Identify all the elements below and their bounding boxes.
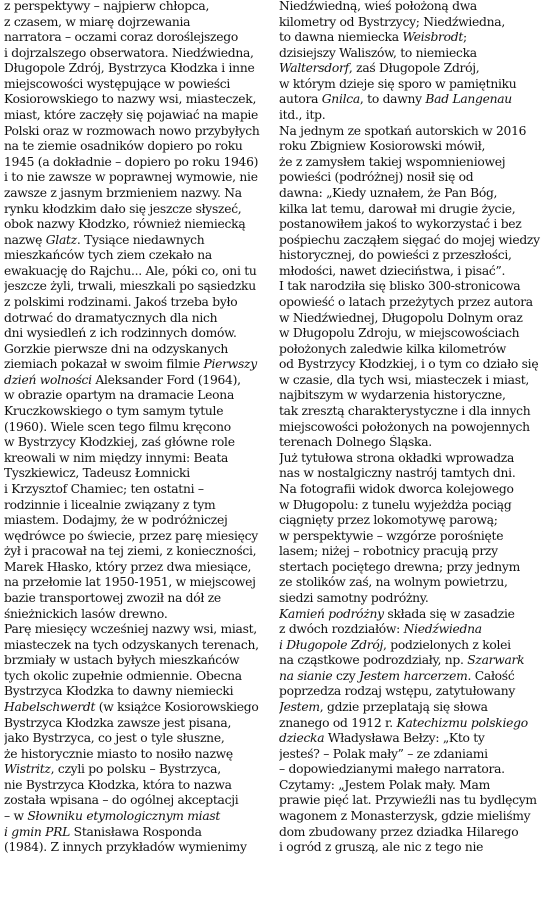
text-segment: zawsze z jasnym brzmieniem nazwy. Na [4,185,242,200]
left-column-line [4,622,266,638]
left-column-line [4,747,266,763]
right-column-line [279,607,541,623]
text-segment: tych okolic zupełnie odmiennie. Obecna [4,668,242,683]
text-segment: I tak narodziła się blisko 300-stronicowa [279,279,521,294]
left-column-line [4,388,266,404]
text-segment: Władysława Bełzy: „Kto ty [324,731,485,746]
left-column-line [4,669,266,685]
text-segment: kilometry od Bystrzycy; Niedźwiedna, [279,14,505,29]
left-column-line [4,560,266,576]
right-column-line [279,404,541,420]
right-column-line [279,716,541,732]
text-segment: poprzedza rodzaj wstępu, zatytułowany [279,684,516,699]
text-segment: mieszkańców tych ziem czekało na [4,248,212,263]
text-segment: , podzielonych z kolei [383,637,511,652]
right-column-line [279,30,541,46]
left-column-line [4,404,266,420]
left-column-line [4,809,266,825]
text-segment: roku Zbigniew Kosiorowski mówił, [279,139,486,154]
italic-text: i Długopole Zdrój [279,637,384,652]
left-column-line [4,170,266,186]
text-segment: jeszcze żyli, trwali, mieszkali po sąsiedzku [4,279,256,294]
left-column-line [4,498,266,514]
text-segment: miastem. Dodajmy, że w podróżniczej [4,513,228,528]
text-segment: kilka lat temu, darował mi drugie życie, [279,201,516,216]
right-column-line [279,731,541,747]
left-column-line [4,544,266,560]
text-segment: ewakuację do Rajchu... Ale, póki co, oni tu [4,263,257,278]
right-column-line [279,92,541,108]
text-segment: , czyli po polsku – Bystrzyca, [50,762,221,777]
text-segment: dawna: „Kiedy uznałem, że Pan Bóg, [279,185,498,200]
left-column-line [4,311,266,327]
right-column-line [279,373,541,389]
right-column-line [279,264,541,280]
text-segment: położonych zaledwie kilka kilometrów [279,341,507,356]
text-segment: Długopole Zdrój, Bystrzyca Kłodzka i inne [4,61,255,76]
left-column-line [4,92,266,108]
text-segment: z czasem, w miarę dojrzewania [4,14,191,29]
right-column-line [279,248,541,264]
italic-text: Niedźwiedna [403,622,482,637]
text-segment: postanowiłem jakoś to wykorzystać i bez [279,217,522,232]
left-column-line [4,30,266,46]
right-column-line [279,186,541,202]
text-segment: itd., itp. [279,108,326,123]
text-segment: ziemiach pokazał w swoim filmie [4,357,204,372]
right-column-line [279,170,541,186]
left-column-line [4,762,266,778]
text-segment: znanego od 1912 r. [279,715,397,730]
right-column-line [279,311,541,327]
left-column-line [4,466,266,482]
text-segment: 1945 (a dokładnie – dopiero po roku 1946) [4,154,259,169]
text-segment: w Długopolu Zdroju, w miejscowościach [279,326,520,341]
left-column-line [4,840,266,856]
text-segment: stertach pociętego drewna; przy jednym [279,559,520,574]
left-column-line [4,529,266,545]
text-segment: w Niedźwiednej, Długopolu Dolnym oraz [279,310,523,325]
text-segment: (w książce Kosiorowskiego [95,700,259,715]
left-column-line [4,46,266,62]
right-column-line [279,279,541,295]
text-segment: autora [279,92,322,107]
text-segment: Bystrzyca Kłodzka zawsze jest pisana, [4,715,232,730]
left-column-line [4,155,266,171]
italic-text: Katechizmu polskiego [396,715,528,730]
text-segment: obok nazwy Kłodzko, również niemiecką [4,217,246,232]
right-column-line [279,684,541,700]
text-segment: z perspektywy – najpierw chłopca, [4,0,210,13]
text-segment: (1984). Z innych przykładów wymienimy [4,840,247,855]
right-column-line [279,560,541,576]
text-segment: jako Bystrzyca, co jest o tyle słuszne, [4,731,225,746]
left-column-line [4,684,266,700]
left-column-line [4,217,266,233]
left-column-line [4,15,266,31]
text-segment: . Całość [467,668,515,683]
text-segment: , gdzie przeplatają się słowa [319,700,488,715]
right-column-line [279,840,541,856]
left-column-line [4,77,266,93]
right-column-line [279,638,541,654]
left-column-line [4,248,266,264]
text-segment: z polskimi rodzinami. Jakoś trzeba było [4,294,238,309]
right-column-line [279,124,541,140]
right-column-line [279,762,541,778]
left-column-line [4,482,266,498]
right-column-line [279,326,541,342]
text-segment: Tyszkiewicz, Tadeusz Łomnicki [4,466,190,481]
right-column-line [279,77,541,93]
text-segment: prawie pięć lat. Przywieźli nas tu bydlęcym [279,793,537,808]
text-segment: Na jednym ze spotkań autorskich w 2016 [279,123,527,138]
left-column-line [4,108,266,124]
text-segment: że z zamysłem takiej wspomnieniowej [279,154,506,169]
text-segment: Stanisława Rosponda [70,824,202,839]
text-segment: miasteczek na tych odzyskanych terenach, [4,637,259,652]
right-column-line [279,653,541,669]
text-segment: Parę miesięcy wcześniej nazwy wsi, miast, [4,622,257,637]
text-segment: na przełomie lat 1950-1951, w miejscowej [4,575,256,590]
text-segment: Na fotografii widok dworca kolejowego [279,481,514,496]
left-column-line [4,342,266,358]
right-column-line [279,466,541,482]
text-segment: , to dawny [359,92,426,107]
left-column-line [4,124,266,140]
right-column-line [279,809,541,825]
right-column-line [279,46,541,62]
text-segment: w Bystrzycy Kłodzkiej, zaś główne role [4,435,235,450]
left-column-line [4,513,266,529]
text-segment: śnieżnickich lasów drewno. [4,606,168,621]
text-segment: rynku kłodzkim dało się jeszcze słyszeć, [4,201,242,216]
text-segment: w perspektywie – wzgórze porośnięte [279,528,504,543]
right-column-line [279,202,541,218]
left-column-line [4,638,266,654]
italic-text: Pierwszy [203,357,257,372]
left-column-line [4,575,266,591]
right-column-line [279,233,541,249]
text-segment: na cząstkowe podrozdziały, np. [279,653,468,668]
left-column-line [4,451,266,467]
italic-text: Waltersdorf [279,61,349,76]
left-column-line [4,420,266,436]
italic-text: Weisbrodt [402,30,464,45]
italic-text: dziecka [279,731,325,746]
text-segment: Kosiorowskiego to nazwy wsi, miasteczek, [4,92,257,107]
text-segment: żył i pracował na tej ziemi, z konieczności, [4,544,257,559]
text-segment: czy [332,668,360,683]
text-segment: kreowali w nim między innymi: Beata [4,450,229,465]
right-column-line [279,825,541,841]
text-segment: dom zbudowany przez dziadka Hilarego [279,824,519,839]
right-column-line [279,15,541,31]
text-segment: lasem; niżej – robotnicy pracują przy [279,544,498,559]
italic-text: Wistritz [4,762,51,777]
right-column-line [279,591,541,607]
text-segment: siedzi samotny podróżny. [279,590,429,605]
right-column-line [279,0,541,15]
text-segment: z dwóch rozdziałów: [279,622,404,637]
right-column-line [279,793,541,809]
italic-text: Słowniku etymologicznym miast [27,809,221,824]
text-segment: miejscowości położonych na powojennych [279,419,530,434]
left-column-line [4,61,266,77]
text-segment: . Tysiące niedawnych [76,232,205,247]
text-segment: w którym dzieje się sporo w pamiętniku [279,76,517,91]
text-segment: od Bystrzycy Kłodzkiej, i o tym co działo się [279,357,539,372]
text-segment: wędrówce po świecie, przez parę miesięcy [4,528,258,543]
right-column-line [279,622,541,638]
italic-text: dzień wolności [4,372,92,387]
text-segment: młodości, nawet dzieciństwa, i pisać”. [279,263,506,278]
text-segment: terenach Dolnego Śląska. [279,435,432,450]
text-segment: Aleksander Ford (1964), [91,372,241,387]
text-segment: wagonem z Monasterzysk, gdzie mieliśmy [279,809,531,824]
right-text-column [279,0,541,856]
right-column-line [279,778,541,794]
text-segment: nas w nostalgiczny nastrój tamtych dni. [279,466,516,481]
right-column-line [279,482,541,498]
text-segment: miast, które zaczęły się pojawiać na mapie [4,108,259,123]
right-column-line [279,388,541,404]
text-segment: że historycznie miasto to nosiło nazwę [4,746,233,761]
text-segment: ; [463,30,467,45]
right-column-line [279,435,541,451]
text-segment: nie Bystrzyca Kłodzka, która to nazwa [4,777,232,792]
italic-text: Jestem harcerzem [359,668,468,683]
italic-text: Bad Langenau [425,92,512,107]
text-segment: dzisiejszy Waliszów, to niemiecka [279,45,477,60]
right-column-line [279,747,541,763]
left-column-line [4,825,266,841]
text-segment: pośpiechu zacząłem sięgać do mojej wiedzy [279,232,540,247]
right-column-line [279,529,541,545]
text-segment: ze stolików zaś, na wolnym powietrzu, [279,575,508,590]
text-segment: jesteś? – Polak mały” – ze zdaniami [279,746,488,761]
text-segment: Bystrzyca Kłodzka to dawny niemiecki [4,684,234,699]
text-segment: historycznej, do powieści z przeszłości, [279,248,512,263]
text-segment: nazwę [4,232,46,247]
text-segment: – dopowiedzianymi małego narratora. [279,762,505,777]
left-column-line [4,357,266,373]
left-column-line [4,435,266,451]
text-segment: (1960). Wiele scen tego filmu kręcono [4,419,231,434]
text-segment: narratora – oczami coraz doroślejszego [4,30,238,45]
left-column-line [4,731,266,747]
left-column-line [4,700,266,716]
left-column-line [4,716,266,732]
left-column-line [4,0,266,15]
text-segment: i ogród z gruszą, ale nic z tego nie [279,840,484,855]
text-segment: ciągnięty przez lokomotywę parową; [279,513,498,528]
left-column-line [4,202,266,218]
left-column-line [4,295,266,311]
right-column-line [279,342,541,358]
text-segment: i to nie zawsze w poprawnej wymowie, nie [4,170,258,185]
italic-text: i gmin PRL [4,824,71,839]
text-segment: Marek Hłasko, który przez dwa miesiące, [4,559,252,574]
right-column-line [279,61,541,77]
left-column-line [4,607,266,623]
right-column-line [279,420,541,436]
right-column-line [279,139,541,155]
right-column-line [279,108,541,124]
italic-text: Glatz [45,232,77,247]
text-segment: Czytamy: „Jestem Polak mały. Mam [279,777,490,792]
text-segment: w Długopolu: z tunelu wyjeżdża pociąg [279,497,512,512]
left-column-line [4,233,266,249]
text-segment: na te ziemie osadników dopiero po roku [4,139,243,154]
text-segment: składa się w zasadzie [383,606,515,621]
text-segment: bazie transportowej zwoził na dół ze [4,590,221,605]
right-column-line [279,451,541,467]
text-segment: Kruczkowskiego o tym samym tytule [4,404,224,419]
text-segment: powieści (podróżnej) nosił się od [279,170,474,185]
italic-text: Szarwark [467,653,525,668]
left-column-line [4,139,266,155]
right-column-line [279,669,541,685]
left-column-line [4,793,266,809]
text-segment: dotrwać do dramatycznych dla nich [4,310,218,325]
text-segment: tak zresztą charakterystyczne i dla innych [279,404,531,419]
right-column-line [279,513,541,529]
left-column-line [4,653,266,669]
text-segment: dni wysiedleń z ich rodzinnych domów. [4,326,237,341]
left-column-line [4,186,266,202]
italic-text: Gnilca [321,92,360,107]
right-column-line [279,544,541,560]
right-column-line [279,217,541,233]
italic-text: Habelschwerdt [4,700,96,715]
left-column-line [4,778,266,794]
right-column-line [279,155,541,171]
text-segment: w czasie, dla tych wsi, miasteczek i miast, [279,372,530,387]
text-segment: Polski oraz w rozmowach nowo przybyłych [4,123,260,138]
text-segment: i Krzysztof Chamiec; ten ostatni – [4,481,204,496]
text-segment: w obrazie opartym na dramacie Leona [4,388,234,403]
text-segment: została wpisana – do ogólnej akceptacji [4,793,239,808]
text-segment: najbitszym w wydarzenia historyczne, [279,388,506,403]
left-column-line [4,591,266,607]
text-segment: Gorzkie pierwsze dni na odzyskanych [4,341,229,356]
text-segment: Niedźwiedną, wieś położoną dwa [279,0,477,13]
text-segment: brzmiały w ustach byłych mieszkańców [4,653,240,668]
italic-text: Jestem [279,700,320,715]
left-column-line [4,279,266,295]
left-column-line [4,373,266,389]
right-column-line [279,575,541,591]
left-column-line [4,264,266,280]
italic-text: Kamień podróżny [279,606,384,621]
text-segment: miejscowości występujące w powieści [4,76,231,91]
right-column-line [279,357,541,373]
right-column-line [279,498,541,514]
text-segment: , zaś Długopole Zdrój, [348,61,480,76]
text-segment: – w [4,809,28,824]
italic-text: na sianie [279,668,333,683]
text-segment: i dojrzalszego obserwatora. Niedźwiedna, [4,45,254,60]
text-segment: opowieść o latach przeżytych przez autora [279,294,533,309]
left-text-column [4,0,266,856]
text-segment: to dawna niemiecka [279,30,403,45]
text-segment: Już tytułowa strona okładki wprowadza [279,450,515,465]
right-column-line [279,295,541,311]
text-segment: rodzinnie i licealnie związany z tym [4,497,216,512]
left-column-line [4,326,266,342]
right-column-line [279,700,541,716]
